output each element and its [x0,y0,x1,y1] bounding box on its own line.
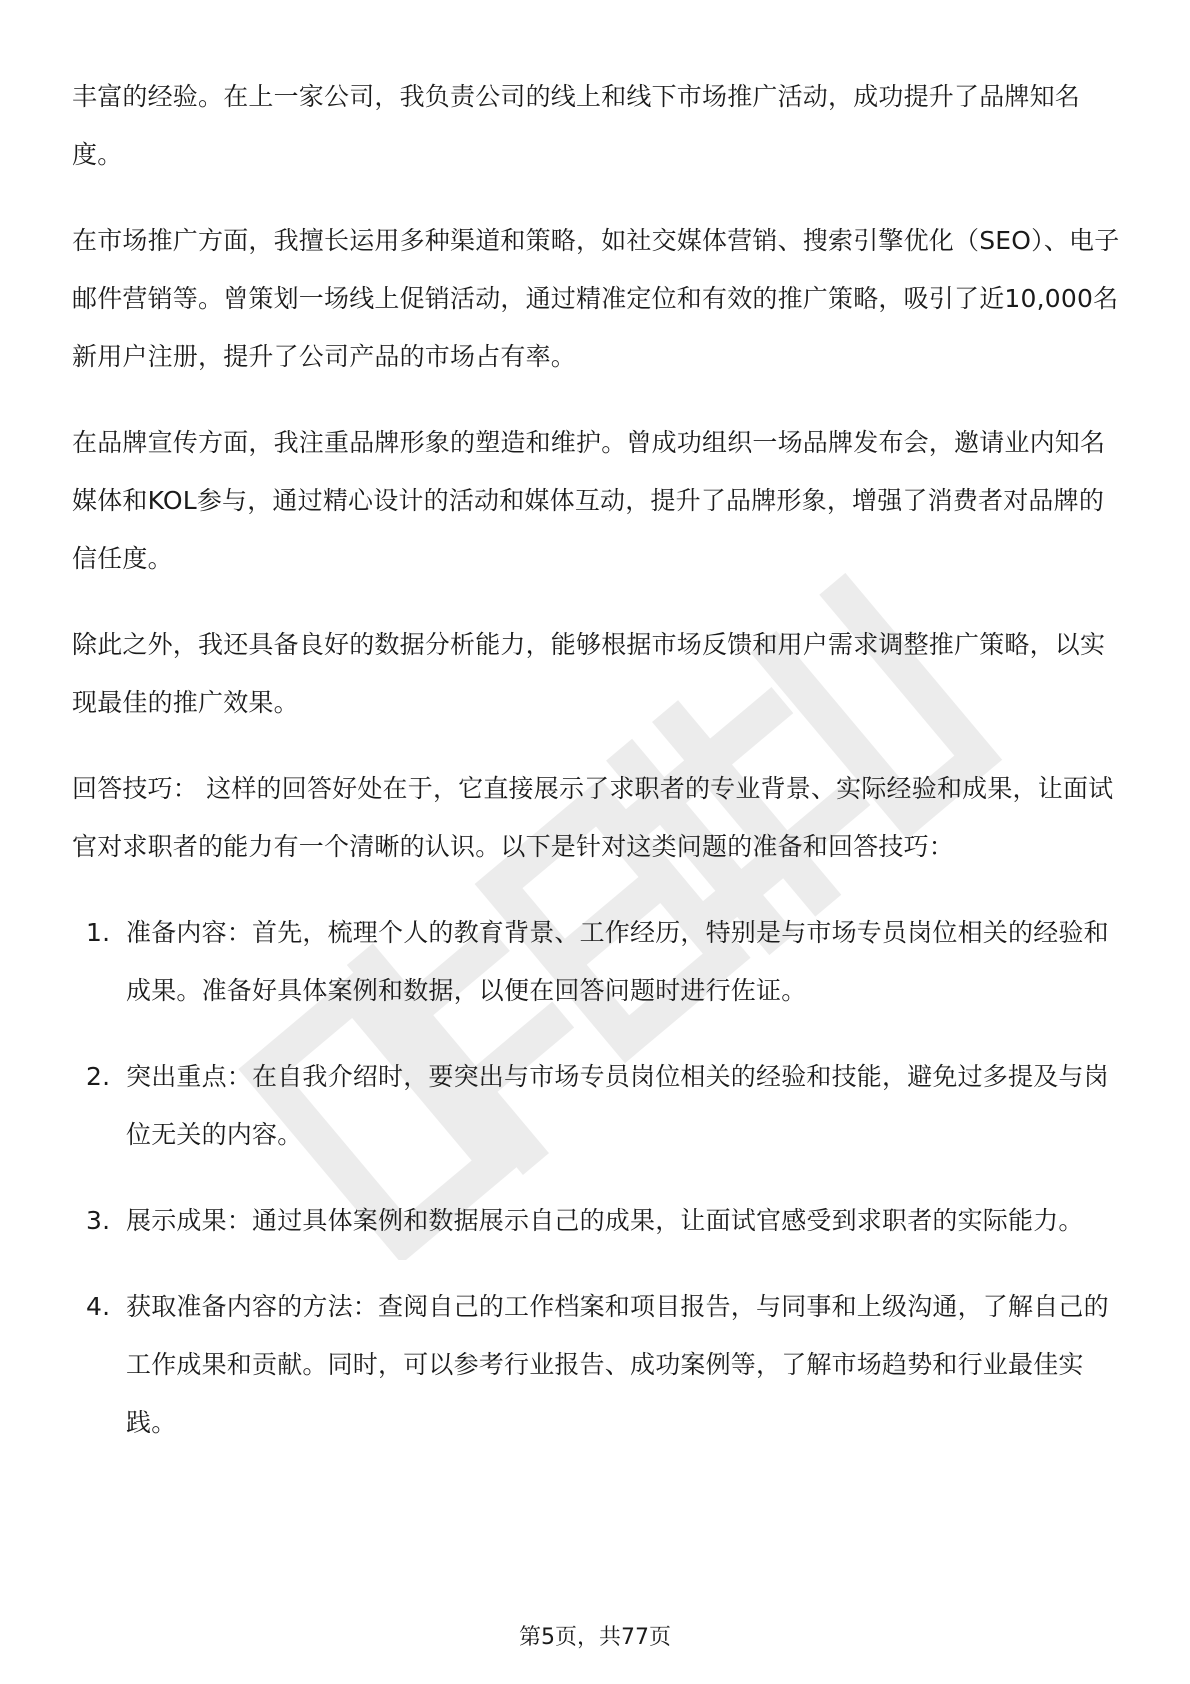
tips-list [72,904,1122,1452]
paragraph-answer-tips: 回答技巧： 这样的回答好处在于，它直接展示了求职者的专业背景、实际经验和成果，让面试官对求职者的能力有一个清晰的认识。以下是针对这类问题的准备和回答技巧： [72,774,1114,861]
list-item-number: 3. [86,1206,111,1235]
paragraph-marketing: 在市场推广方面，我擅长运用多种渠道和策略，如社交媒体营销、搜索引擎优化（SEO）、电子邮件营销等。曾策划一场线上促销活动，通过精准定位和有效的推广策略，吸引了近10,000名新用户注册，提升了公司产品的市场占有率。 [72,226,1120,371]
list-item-text: 突出重点：在自我介绍时，要突出与市场专员岗位相关的经验和技能，避免过多提及与岗位无关的内容。 [126,1062,1109,1149]
list-item-text: 获取准备内容的方法：查阅自己的工作档案和项目报告，与同事和上级沟通，了解自己的工作成果和贡献。同时，可以参考行业报告、成功案例等，了解市场趋势和行业最佳实践。 [126,1292,1109,1437]
document-body [72,68,1122,1480]
list-item-text: 展示成果：通过具体案例和数据展示自己的成果，让面试官感受到求职者的实际能力。 [126,1206,1084,1235]
page-number-footer: 第5页，共77页 [519,1625,671,1650]
list-item-text: 准备内容：首先，梳理个人的教育背景、工作经历，特别是与市场专员岗位相关的经验和成果。准备好具体案例和数据，以便在回答问题时进行佐证。 [126,918,1109,1005]
paragraph-experience: 丰富的经验。在上一家公司，我负责公司的线上和线下市场推广活动，成功提升了品牌知名度。 [72,82,1081,169]
paragraph-branding: 在品牌宣传方面，我注重品牌形象的塑造和维护。曾成功组织一场品牌发布会，邀请业内知名媒体和KOL参与，通过精心设计的活动和媒体互动，提升了品牌形象，增强了消费者对品牌的信任度。 [72,428,1106,573]
list-item [72,1278,1122,1452]
list-item [72,1048,1122,1164]
list-item-number: 2. [86,1062,111,1091]
list-item [72,904,1122,1020]
list-item-number: 1. [86,918,111,947]
list-item-number: 4. [86,1292,111,1321]
paragraph-data-analysis: 除此之外，我还具备良好的数据分析能力，能够根据市场反馈和用户需求调整推广策略，以实现最佳的推广效果。 [72,630,1106,717]
list-item [72,1192,1122,1250]
